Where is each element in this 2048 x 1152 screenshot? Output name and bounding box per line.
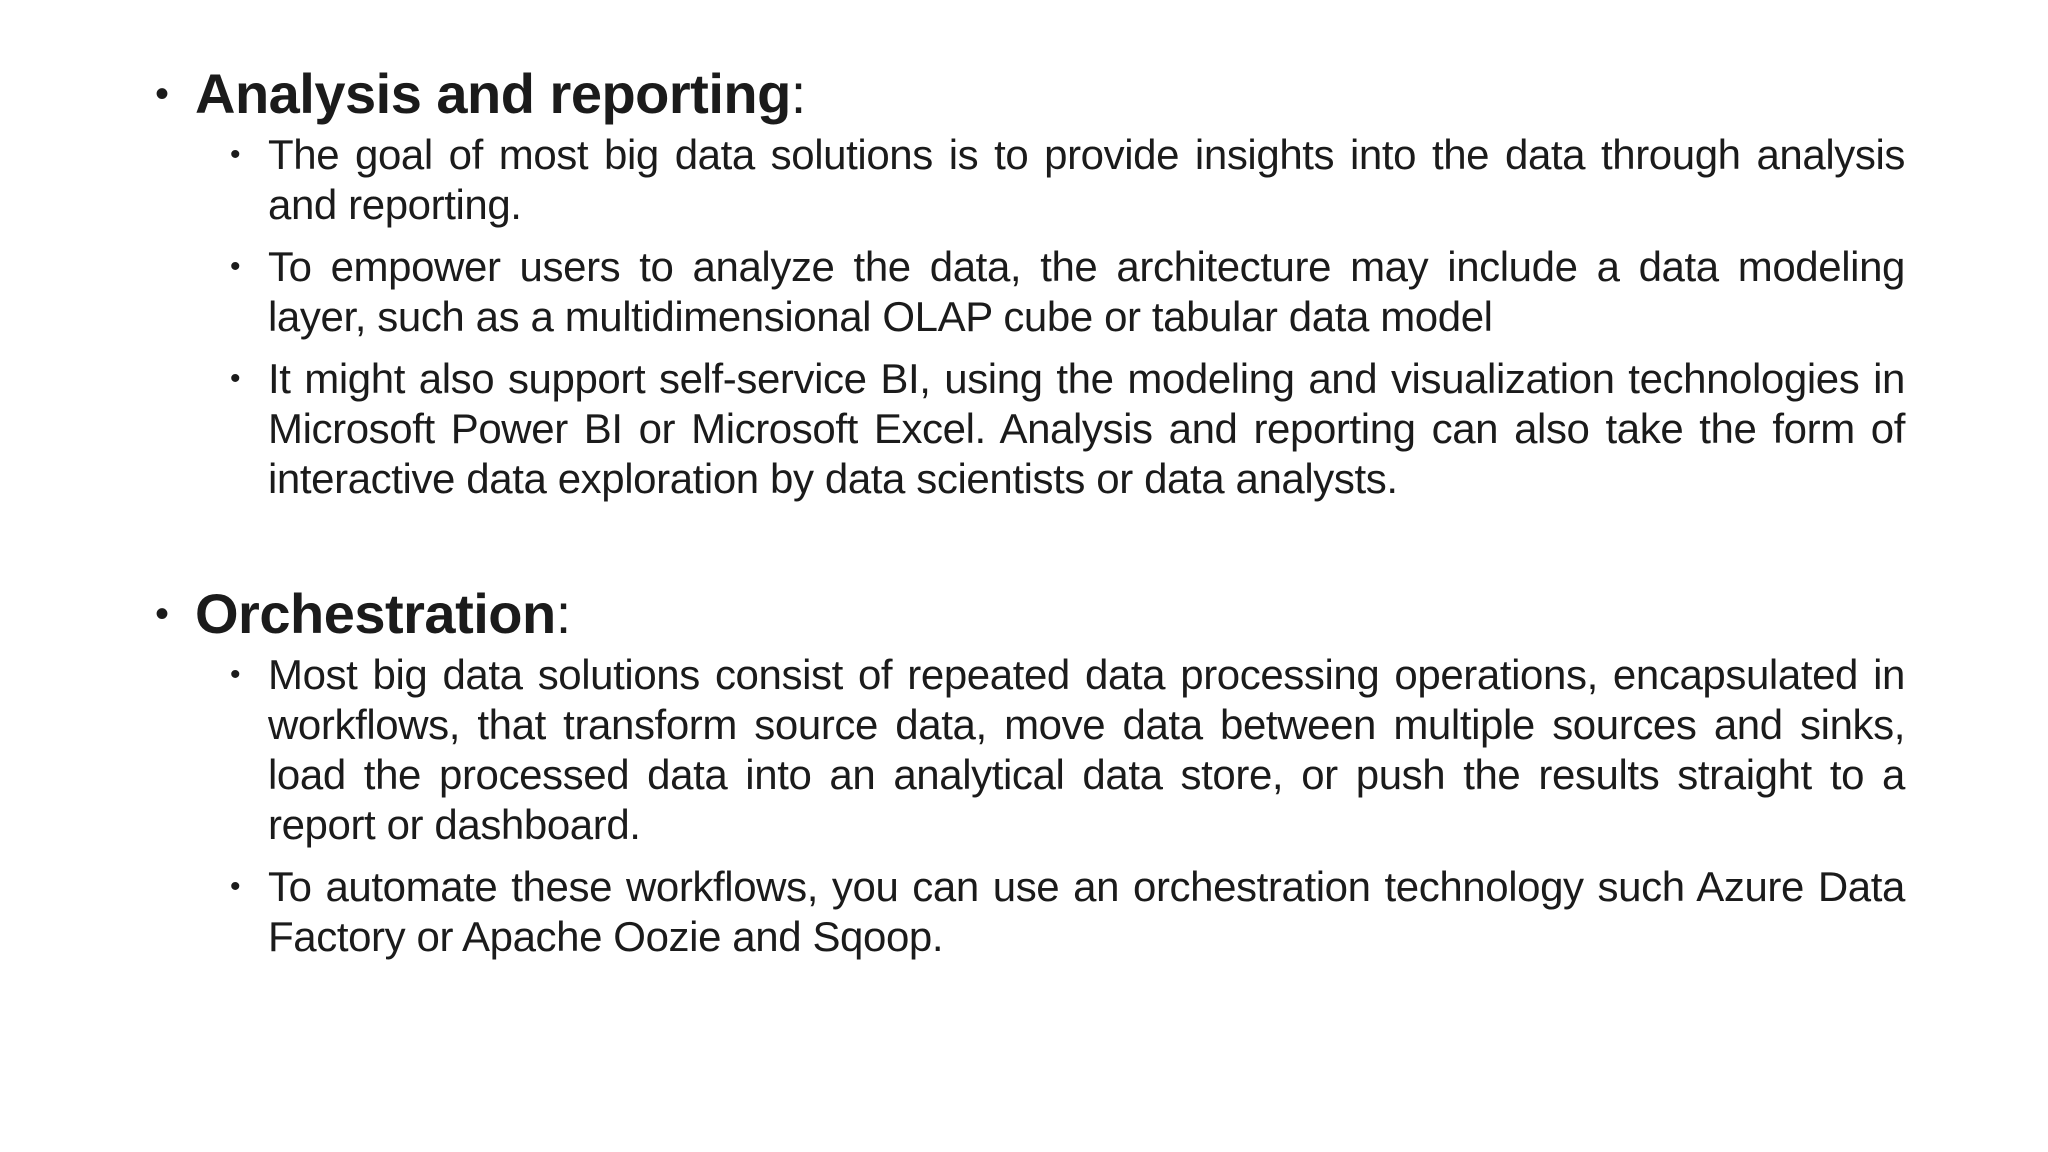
bullet-list: [155, 130, 1915, 504]
list-item: [230, 242, 1905, 342]
list-item: [230, 130, 1905, 230]
bullet-list: [155, 650, 1915, 962]
heading-colon: :: [790, 62, 807, 125]
list-item-text: The goal of most big data solutions is to provide insights into the data through analysis and reporting.: [268, 131, 1905, 228]
list-item: [230, 354, 1905, 504]
list-item-text: To empower users to analyze the data, the architecture may include a data modeling layer, such as a multidimensional OLAP cube or tabular data model: [268, 243, 1905, 340]
bullet-icon: •: [230, 362, 241, 395]
bullet-icon: •: [230, 658, 241, 691]
section-orchestration: [155, 580, 1915, 974]
list-item: [230, 862, 1905, 962]
list-item: [230, 650, 1905, 850]
heading-colon: :: [555, 582, 572, 645]
bullet-icon: •: [155, 592, 170, 636]
bullet-icon: •: [230, 250, 241, 283]
section-heading: Analysis and reporting: [195, 62, 791, 125]
bullet-icon: •: [155, 72, 170, 116]
list-item-text: It might also support self-service BI, using the modeling and visualization technologies in Microsoft Power BI or Microsoft Excel. Analysis and reporting can also take the form of interactive data exploration by data scientists or data analysts.: [268, 355, 1905, 502]
section-heading-line: [155, 60, 1915, 128]
section-heading-line: [155, 580, 1915, 648]
section-heading: Orchestration: [195, 582, 556, 645]
section-analysis-and-reporting: [155, 60, 1915, 516]
bullet-icon: •: [230, 138, 241, 171]
list-item-text: Most big data solutions consist of repeated data processing operations, encapsulated in workflows, that transform source data, move data between multiple sources and sinks, load the processed data into an analytical data store, or push the results straight to a report or dashboard.: [268, 651, 1905, 848]
list-item-text: To automate these workflows, you can use an orchestration technology such Azure Data Factory or Apache Oozie and Sqoop.: [268, 863, 1905, 960]
bullet-icon: •: [230, 870, 241, 903]
